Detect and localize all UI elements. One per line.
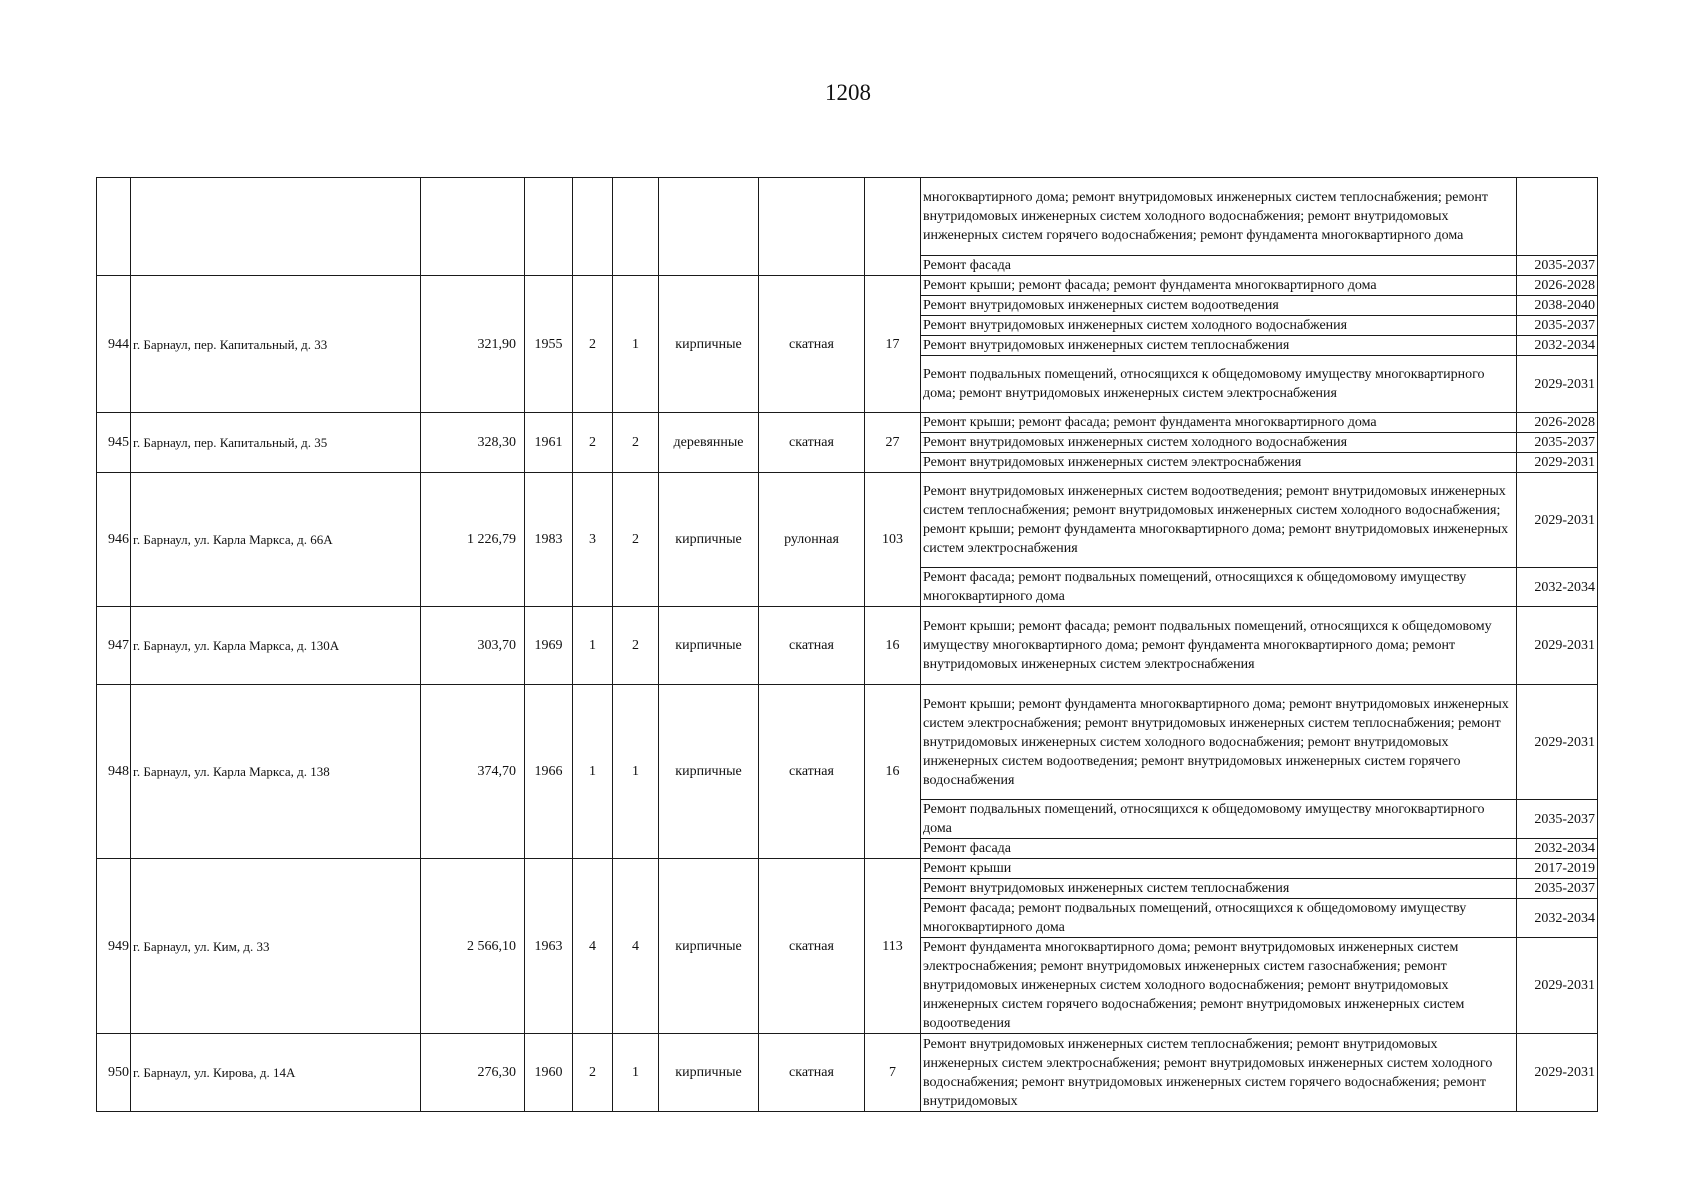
work-description: Ремонт фасада xyxy=(921,256,1517,276)
work-description: Ремонт фасада; ремонт подвальных помещений, относящихся к общедомовому имуществу многоквартирного дома xyxy=(921,568,1517,607)
work-period: 2035-2037 xyxy=(1517,256,1598,276)
empty-cell xyxy=(759,178,865,276)
table-row xyxy=(97,1034,1598,1112)
building-floors: 3 xyxy=(573,473,613,607)
building-entrances: 2 xyxy=(613,473,659,607)
building-year: 1983 xyxy=(525,473,573,607)
work-period: 2029-2031 xyxy=(1517,473,1598,568)
table-row xyxy=(97,276,1598,296)
building-floors: 2 xyxy=(573,276,613,413)
building-area: 303,70 xyxy=(421,607,525,685)
work-period: 2035-2037 xyxy=(1517,433,1598,453)
work-description: Ремонт фасада xyxy=(921,839,1517,859)
building-address: г. Барнаул, ул. Ким, д. 33 xyxy=(131,859,421,1034)
building-floors: 1 xyxy=(573,607,613,685)
building-roof-type: скатная xyxy=(759,859,865,1034)
work-period: 2029-2031 xyxy=(1517,607,1598,685)
empty-cell xyxy=(131,178,421,276)
building-floors: 2 xyxy=(573,413,613,473)
work-description: Ремонт крыши; ремонт фасада; ремонт фундамента многоквартирного дома xyxy=(921,413,1517,433)
building-number: 949 xyxy=(97,859,131,1034)
empty-cell xyxy=(97,178,131,276)
work-period: 2026-2028 xyxy=(1517,413,1598,433)
work-description: Ремонт внутридомовых инженерных систем водоотведения xyxy=(921,296,1517,316)
building-floors: 2 xyxy=(573,1034,613,1112)
work-period: 2029-2031 xyxy=(1517,356,1598,413)
building-wall-material: кирпичные xyxy=(659,276,759,413)
work-description: Ремонт внутридомовых инженерных систем теплоснабжения; ремонт внутридомовых инженерных систем электроснабжения; ремонт внутридомовых инженерных систем холодного водоснабжения; ремонт внутридомовых инженерных систем горячего водоснабжения; ремонт внутридомовых xyxy=(921,1034,1517,1112)
work-description: Ремонт внутридомовых инженерных систем холодного водоснабжения xyxy=(921,316,1517,336)
work-period xyxy=(1517,178,1598,256)
work-period: 2035-2037 xyxy=(1517,800,1598,839)
building-entrances: 1 xyxy=(613,685,659,859)
work-description: Ремонт внутридомовых инженерных систем электроснабжения xyxy=(921,453,1517,473)
work-period: 2029-2031 xyxy=(1517,938,1598,1034)
work-description: Ремонт фундамента многоквартирного дома; ремонт внутридомовых инженерных систем электроснабжения; ремонт внутридомовых инженерных систем газоснабжения; ремонт внутридомовых инженерных систем холодного водоснабжения; ремонт внутридомовых инженерных систем горячего водоснабжения; ремонт внутридомовых инженерных систем водоотведения xyxy=(921,938,1517,1034)
building-residents: 16 xyxy=(865,607,921,685)
table-row xyxy=(97,859,1598,879)
work-period: 2017-2019 xyxy=(1517,859,1598,879)
work-period: 2032-2034 xyxy=(1517,839,1598,859)
work-period: 2038-2040 xyxy=(1517,296,1598,316)
work-period: 2029-2031 xyxy=(1517,453,1598,473)
building-year: 1961 xyxy=(525,413,573,473)
table-body xyxy=(97,178,1598,1112)
building-area: 1 226,79 xyxy=(421,473,525,607)
work-period: 2032-2034 xyxy=(1517,568,1598,607)
work-description: Ремонт подвальных помещений, относящихся к общедомовому имуществу многоквартирного дома; ремонт внутридомовых инженерных систем электроснабжения xyxy=(921,356,1517,413)
work-description: Ремонт крыши xyxy=(921,859,1517,879)
building-entrances: 4 xyxy=(613,859,659,1034)
work-period: 2029-2031 xyxy=(1517,1034,1598,1112)
work-description: многоквартирного дома; ремонт внутридомовых инженерных систем теплоснабжения; ремонт внутридомовых инженерных систем холодного водоснабжения; ремонт внутридомовых инженерных систем горячего водоснабжения; ремонт фундамента многоквартирного дома xyxy=(921,178,1517,256)
building-floors: 1 xyxy=(573,685,613,859)
building-residents: 16 xyxy=(865,685,921,859)
work-description: Ремонт внутридомовых инженерных систем теплоснабжения xyxy=(921,336,1517,356)
building-residents: 103 xyxy=(865,473,921,607)
building-entrances: 2 xyxy=(613,413,659,473)
building-year: 1960 xyxy=(525,1034,573,1112)
building-year: 1969 xyxy=(525,607,573,685)
building-number: 947 xyxy=(97,607,131,685)
building-roof-type: скатная xyxy=(759,685,865,859)
work-period: 2032-2034 xyxy=(1517,336,1598,356)
empty-cell xyxy=(573,178,613,276)
building-year: 1955 xyxy=(525,276,573,413)
building-wall-material: кирпичные xyxy=(659,473,759,607)
building-entrances: 1 xyxy=(613,276,659,413)
building-number: 948 xyxy=(97,685,131,859)
building-number: 946 xyxy=(97,473,131,607)
building-roof-type: скатная xyxy=(759,607,865,685)
work-period: 2035-2037 xyxy=(1517,879,1598,899)
building-wall-material: кирпичные xyxy=(659,685,759,859)
work-period: 2026-2028 xyxy=(1517,276,1598,296)
work-period: 2032-2034 xyxy=(1517,899,1598,938)
building-address: г. Барнаул, ул. Карла Маркса, д. 138 xyxy=(131,685,421,859)
building-year: 1966 xyxy=(525,685,573,859)
building-address: г. Барнаул, ул. Карла Маркса, д. 66А xyxy=(131,473,421,607)
building-area: 374,70 xyxy=(421,685,525,859)
table-row xyxy=(97,607,1598,685)
work-description: Ремонт подвальных помещений, относящихся к общедомовому имуществу многоквартирного дома xyxy=(921,800,1517,839)
building-number: 945 xyxy=(97,413,131,473)
empty-cell xyxy=(865,178,921,276)
empty-cell xyxy=(421,178,525,276)
building-floors: 4 xyxy=(573,859,613,1034)
building-wall-material: кирпичные xyxy=(659,1034,759,1112)
building-residents: 17 xyxy=(865,276,921,413)
building-entrances: 1 xyxy=(613,1034,659,1112)
table-row xyxy=(97,178,1598,256)
building-roof-type: рулонная xyxy=(759,473,865,607)
building-wall-material: деревянные xyxy=(659,413,759,473)
building-area: 276,30 xyxy=(421,1034,525,1112)
work-description: Ремонт внутридомовых инженерных систем холодного водоснабжения xyxy=(921,433,1517,453)
building-wall-material: кирпичные xyxy=(659,859,759,1034)
table-row xyxy=(97,413,1598,433)
building-year: 1963 xyxy=(525,859,573,1034)
work-description: Ремонт крыши; ремонт фасада; ремонт подвальных помещений, относящихся к общедомовому имуществу многоквартирного дома; ремонт фундамента многоквартирного дома; ремонт внутридомовых инженерных систем электроснабжения xyxy=(921,607,1517,685)
building-area: 2 566,10 xyxy=(421,859,525,1034)
table-row xyxy=(97,473,1598,568)
empty-cell xyxy=(525,178,573,276)
building-number: 944 xyxy=(97,276,131,413)
empty-cell xyxy=(659,178,759,276)
building-address: г. Барнаул, пер. Капитальный, д. 35 xyxy=(131,413,421,473)
building-address: г. Барнаул, ул. Карла Маркса, д. 130А xyxy=(131,607,421,685)
building-area: 328,30 xyxy=(421,413,525,473)
work-period: 2029-2031 xyxy=(1517,685,1598,800)
work-description: Ремонт фасада; ремонт подвальных помещений, относящихся к общедомовому имуществу многоквартирного дома xyxy=(921,899,1517,938)
building-roof-type: скатная xyxy=(759,413,865,473)
building-residents: 27 xyxy=(865,413,921,473)
work-period: 2035-2037 xyxy=(1517,316,1598,336)
building-area: 321,90 xyxy=(421,276,525,413)
work-description: Ремонт крыши; ремонт фасада; ремонт фундамента многоквартирного дома xyxy=(921,276,1517,296)
building-address: г. Барнаул, пер. Капитальный, д. 33 xyxy=(131,276,421,413)
work-description: Ремонт крыши; ремонт фундамента многоквартирного дома; ремонт внутридомовых инженерных систем электроснабжения; ремонт внутридомовых инженерных систем теплоснабжения; ремонт внутридомовых инженерных систем холодного водоснабжения; ремонт внутридомовых инженерных систем водоотведения; ремонт внутридомовых инженерных систем горячего водоснабжения xyxy=(921,685,1517,800)
work-description: Ремонт внутридомовых инженерных систем водоотведения; ремонт внутридомовых инженерных систем теплоснабжения; ремонт внутридомовых инженерных систем холодного водоснабжения; ремонт крыши; ремонт фундамента многоквартирного дома; ремонт внутридомовых инженерных систем электроснабжения xyxy=(921,473,1517,568)
building-residents: 7 xyxy=(865,1034,921,1112)
building-roof-type: скатная xyxy=(759,1034,865,1112)
building-number: 950 xyxy=(97,1034,131,1112)
building-wall-material: кирпичные xyxy=(659,607,759,685)
work-description: Ремонт внутридомовых инженерных систем теплоснабжения xyxy=(921,879,1517,899)
repair-schedule-table xyxy=(96,177,1598,1112)
building-residents: 113 xyxy=(865,859,921,1034)
empty-cell xyxy=(613,178,659,276)
page-number: 1208 xyxy=(825,80,871,105)
building-entrances: 2 xyxy=(613,607,659,685)
table-row xyxy=(97,685,1598,800)
building-roof-type: скатная xyxy=(759,276,865,413)
building-address: г. Барнаул, ул. Кирова, д. 14А xyxy=(131,1034,421,1112)
